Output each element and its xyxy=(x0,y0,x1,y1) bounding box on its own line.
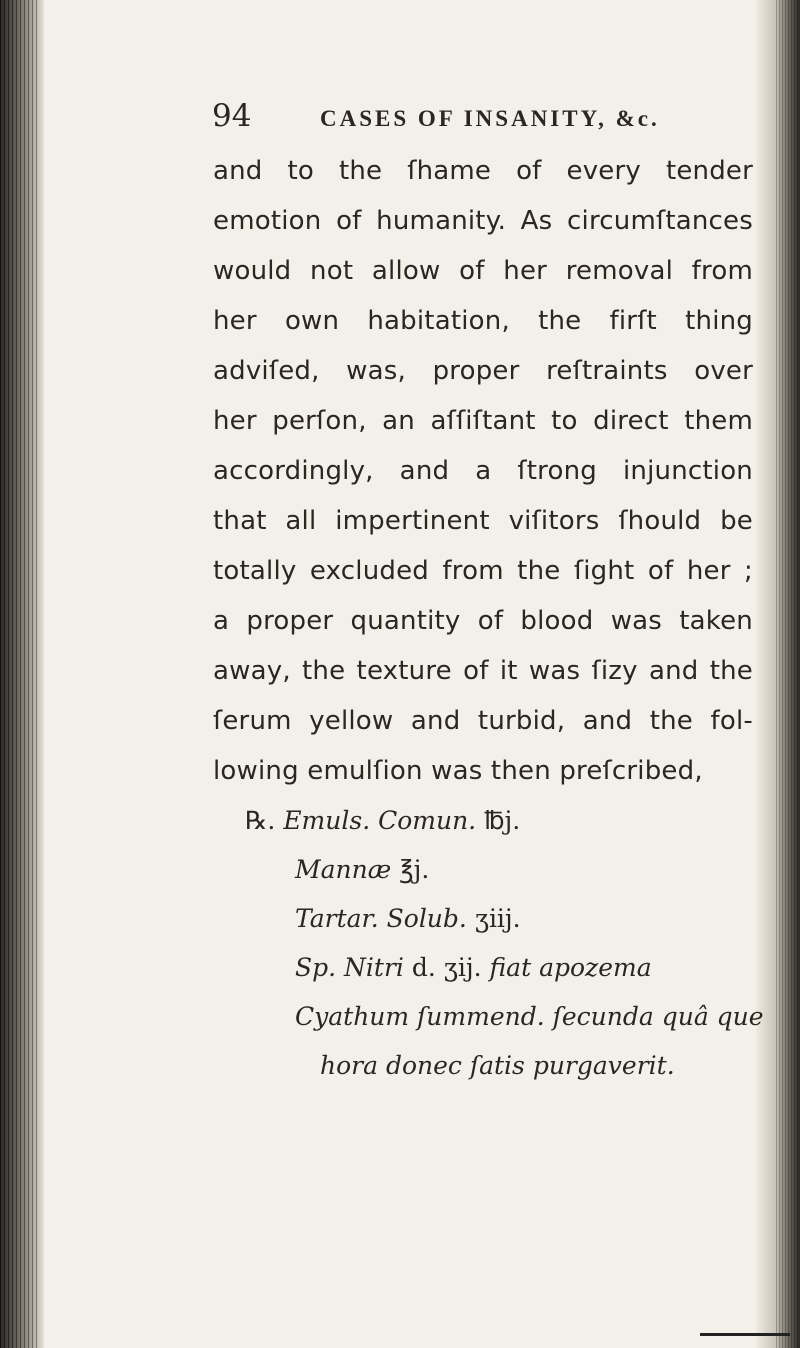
text-line: totally excluded from the ſight of her ; xyxy=(213,556,753,586)
text-line: lowing emulſion was then preſcribed, xyxy=(213,756,703,786)
text-line: ſerum yellow and turbid, and the fol- xyxy=(213,706,753,736)
recipe-dose: d. ʒij. xyxy=(411,953,482,982)
body-paragraph xyxy=(213,146,753,796)
recipe-dose: ℔j. xyxy=(484,806,521,835)
text-line: that all impertinent viſitors ſhould be xyxy=(213,506,753,536)
text-line: would not allow of her removal from xyxy=(213,256,753,286)
bottom-rule xyxy=(700,1333,790,1336)
text-line: a proper quantity of blood was taken xyxy=(213,606,753,636)
text-line: accordingly, and a ſtrong injunction xyxy=(213,456,753,486)
recipe-line xyxy=(245,845,745,894)
recipe-ingredient: Sp. Nitri xyxy=(295,953,404,982)
recipe-dose: ℥j. xyxy=(399,855,430,884)
recipe-ingredient: Tartar. Solub. xyxy=(295,904,467,933)
text-line: and to the ſhame of every tender xyxy=(213,156,753,186)
page-number: 94 xyxy=(212,98,252,134)
recipe-line xyxy=(245,894,745,943)
text-line: her own habitation, the firſt thing xyxy=(213,306,753,336)
text-line: adviſed, was, proper reſtraints over xyxy=(213,356,753,386)
recipe-ingredient: Mannæ xyxy=(295,855,392,884)
recipe-instruction: fiat apozema xyxy=(489,953,652,982)
prescription xyxy=(245,796,764,1090)
recipe-instruction: hora donec ſatis purgaverit. xyxy=(320,1051,675,1080)
text-line: her perſon, an aſſiſtant to direct them xyxy=(213,406,753,436)
recipe-ingredient: Emuls. Comun. xyxy=(283,806,477,835)
recipe-line xyxy=(245,796,745,845)
text-line: away, the texture of it was ſizy and the xyxy=(213,656,753,686)
text-line: emotion of humanity. As circumſtances xyxy=(213,206,753,236)
page-header xyxy=(212,98,660,138)
recipe-line xyxy=(245,943,745,992)
running-head: CASES OF INSANITY, &c. xyxy=(320,106,660,131)
recipe-symbol: ℞. xyxy=(245,806,276,835)
binding-lines xyxy=(0,0,40,1348)
page-edge-lines xyxy=(776,0,798,1348)
recipe-dose: ʒiij. xyxy=(474,904,521,933)
recipe-instruction: Cyathum ſummend. ſecunda quâ que xyxy=(295,1002,764,1031)
